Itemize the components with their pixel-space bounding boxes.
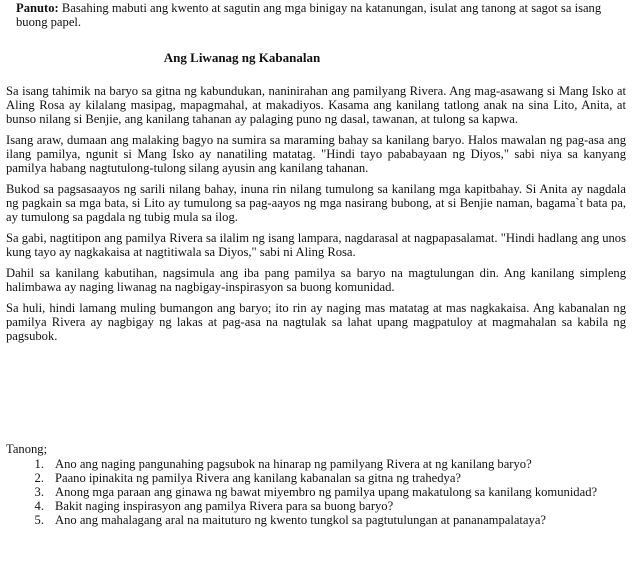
- story-title: Ang Liwanag ng Kabanalan: [163, 50, 321, 65]
- question-item: [24, 485, 626, 499]
- story-paragraph-1: Sa isang tahimik na baryo sa gitna ng kabundukan, naninirahan ang pamilyang Rivera. Ang mag-asawang si Mang Isko at Aling Rosa ay kilalang masipag, mapagmahal, at makadiyos. Kasama ang kanilang tatlong anak na sina Lito, Anita, at bunso nilang si Benjie, ang kanilang tahanan ay palaging puno ng dasal, tawanan, at tulong sa kapwa.: [6, 84, 626, 126]
- question-number: 5.: [34, 513, 44, 527]
- question-text: Ano ang naging pangunahing pagsubok na hinarap ng pamilyang Rivera at ng kanilang baryo?: [55, 457, 532, 471]
- instructions-text: Basahing mabuti ang kwento at sagutin ang mga binigay na katanungan, isulat ang tanong at sagot sa isang buong papel.: [16, 1, 602, 29]
- question-item: [24, 499, 626, 513]
- instructions-label: Panuto:: [16, 1, 59, 15]
- question-text: Ano ang mahalagang aral na maituturo ng kwento tungkol sa pagtutulungan at pananampalataya?: [55, 513, 546, 527]
- question-item: [24, 471, 626, 485]
- question-text: Anong mga paraan ang ginawa ng bawat miyembro ng pamilya upang makatulong sa kanilang komunidad?: [55, 485, 598, 499]
- story-paragraph-2: Isang araw, dumaan ang malaking bagyo na sumira sa maraming bahay sa kanilang baryo. Halos mawalan ng pag-asa ang ilang pamilya, ngunit si Mang Isko ay nanatiling matatag. "Hindi tayo pababayaan ng Diyos," sabi niya sa kanyang pamilya habang nagtutulong-tulong silang ayusin ang kanilang tahanan.: [6, 133, 626, 175]
- question-text: Bakit naging inspirasyon ang pamilya Rivera para sa buong baryo?: [55, 499, 394, 513]
- story-paragraph-5: Dahil sa kanilang kabutihan, nagsimula ang iba pang pamilya sa baryo na magtulungan din. Ang kanilang simpleng halimbawa ay naging liwanag na nagbigay-inspirasyon sa buong komunidad.: [6, 266, 626, 294]
- instructions: [16, 1, 620, 29]
- question-number: 1.: [34, 457, 44, 471]
- story-body: [6, 84, 626, 350]
- questions-label: Tanong;: [6, 442, 48, 456]
- story-paragraph-6: Sa huli, hindi lamang muling bumangon ang baryo; ito rin ay naging mas matatag at mas nagkakaisa. Ang kabanalan ng pamilya Rivera ay nagbigay ng lakas at pag-asa na nagtulak sa lahat upang magpatuloy at magmahalan sa kabila ng pagsubok.: [6, 301, 626, 343]
- question-item: [24, 457, 626, 471]
- question-number: 2.: [34, 471, 44, 485]
- question-text: Paano ipinakita ng pamilya Rivera ang kanilang kabanalan sa gitna ng trahedya?: [55, 471, 462, 485]
- story-paragraph-3: Bukod sa pagsasaayos ng sarili nilang bahay, inuna rin nilang tumulong sa kanilang mga kapitbahay. Si Anita ay nagdala ng pagkain sa mga bata, si Lito ay tumulong sa pag-aayos ng mga nasirang bubong, at si Benjie naman, bagama`t bata pa, ay tumulong sa pagdala ng tubig mula sa ilog.: [6, 182, 626, 224]
- question-number: 4.: [34, 499, 44, 513]
- question-number: 3.: [34, 485, 44, 499]
- story-paragraph-4: Sa gabi, nagtitipon ang pamilya Rivera sa ilalim ng isang lampara, nagdarasal at nagpapasalamat. "Hindi hadlang ang unos kung tayo ay nagkakaisa at nagtitiwala sa Diyos," sabi ni Aling Rosa.: [6, 231, 626, 259]
- questions-list: [24, 457, 626, 527]
- question-item: [24, 513, 626, 527]
